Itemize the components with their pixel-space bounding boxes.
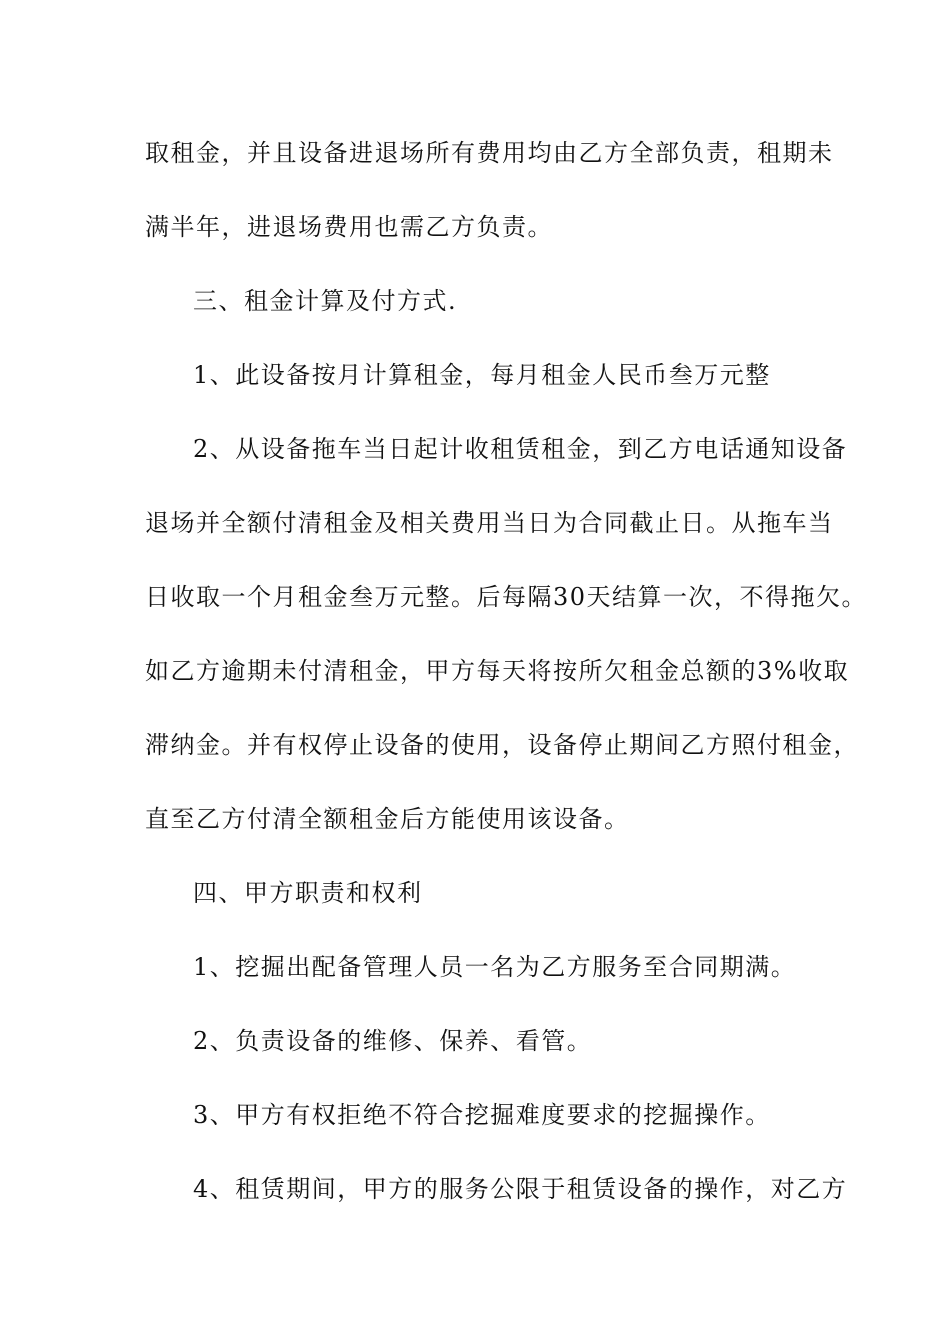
section-heading: 四、甲方职责和权利 — [193, 879, 423, 907]
paragraph-line: 取租金，并且设备进退场所有费用均由乙方全部负责，租期未 — [145, 139, 834, 167]
list-item: 1、挖掘出配备管理人员一名为乙方服务至合同期满。 — [193, 953, 797, 981]
section-heading: 三、租金计算及付方式. — [193, 287, 458, 315]
list-item: 2、从设备拖车当日起计收租赁租金，到乙方电话通知设备 — [193, 435, 848, 463]
paragraph-line: 退场并全额付清租金及相关费用当日为合同截止日。从拖车当 — [145, 509, 834, 537]
list-item: 2、负责设备的维修、保养、看管。 — [193, 1027, 593, 1055]
list-item: 3、甲方有权拒绝不符合挖掘难度要求的挖掘操作。 — [193, 1101, 771, 1129]
paragraph-line: 如乙方逾期未付清租金，甲方每天将按所欠租金总额的3%收取 — [145, 657, 850, 685]
paragraph-line: 直至乙方付清全额租金后方能使用该设备。 — [145, 805, 630, 833]
list-item: 4、租赁期间，甲方的服务公限于租赁设备的操作，对乙方 — [193, 1175, 848, 1203]
paragraph-line: 滞纳金。并有权停止设备的使用，设备停止期间乙方照付租金， — [145, 731, 859, 759]
list-item: 1、此设备按月计算租金，每月租金人民币叁万元整 — [193, 361, 771, 389]
paragraph-line: 日收取一个月租金叁万元整。后每隔30天结算一次，不得拖欠。 — [145, 583, 868, 611]
paragraph-line: 满半年，进退场费用也需乙方负责。 — [145, 213, 553, 241]
